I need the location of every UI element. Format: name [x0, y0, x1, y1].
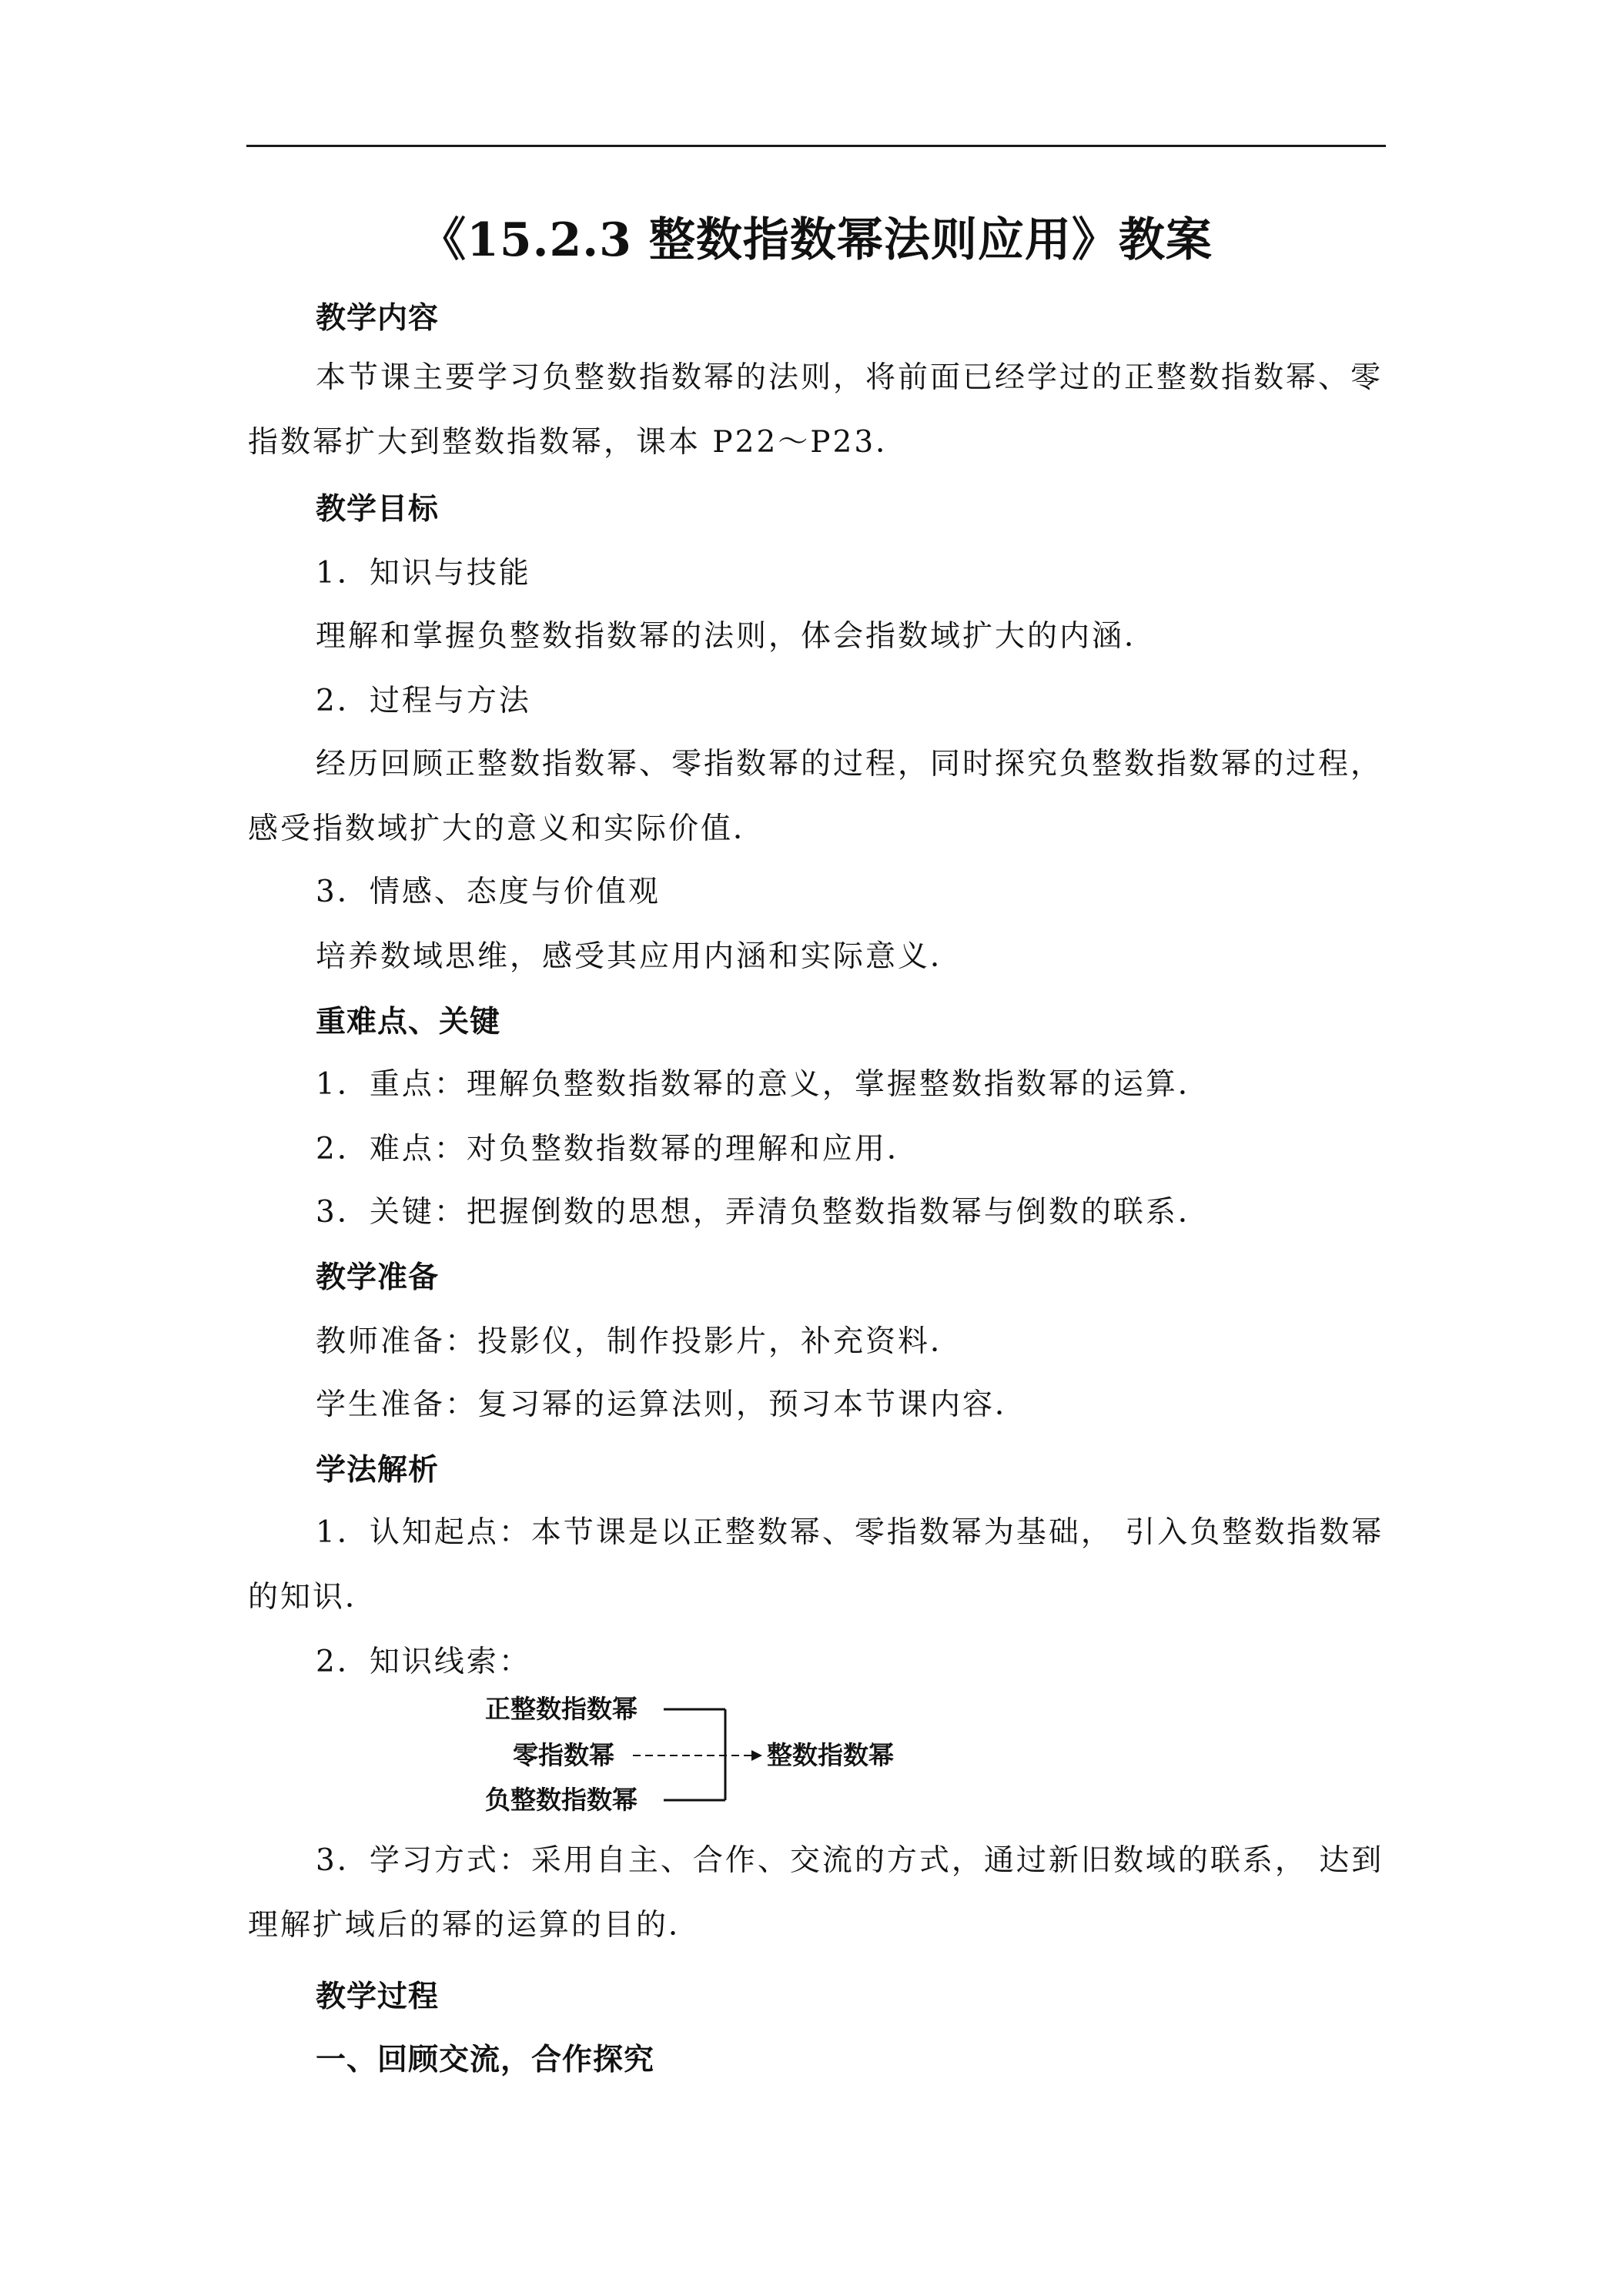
knowledge-clue-diagram	[462, 1688, 939, 1826]
key-point-line: 3．关键：把握倒数的思想，弄清负整数指数幂与倒数的联系．	[316, 1195, 1210, 1230]
arrow-head-icon	[751, 1750, 762, 1761]
key-point-line: 1．重点：理解负整数指数幂的意义，掌握整数指数幂的运算．	[316, 1067, 1210, 1102]
heading-method: 学法解析	[316, 1452, 440, 1488]
preparation-line: 学生准备：复习幂的运算法则，预习本节课内容．	[316, 1387, 1028, 1422]
goal-text: 感受指数域扩大的意义和实际价值．	[248, 812, 766, 846]
method-line: 3．学习方式：采用自主、合作、交流的方式，通过新旧数域的联系， 达到	[316, 1843, 1384, 1878]
goal-label: 3．情感、态度与价值观	[316, 875, 661, 909]
preparation-line: 教师准备：投影仪，制作投影片，补充资料．	[316, 1324, 963, 1359]
heading-preparation: 教学准备	[316, 1260, 440, 1295]
diagram-input-negative: 负整数指数幂	[485, 1785, 637, 1815]
diagram-input-zero: 零指数幂	[513, 1740, 614, 1770]
method-line: 2．知识线索：	[316, 1645, 531, 1679]
process-step-heading: 一、回顾交流，合作探究	[316, 2042, 655, 2077]
diagram-output: 整数指数幂	[767, 1740, 894, 1770]
paragraph-line: 本节课主要学习负整数指数幂的法则，将前面已经学过的正整数指数幂、零	[316, 360, 1384, 395]
paragraph-line: 指数幂扩大到整数指数幂，课本 P22～P23．	[248, 425, 909, 460]
key-point-line: 2．难点：对负整数指数幂的理解和应用．	[316, 1132, 919, 1166]
document-title: 《15.2.3 整数指数幂法则应用》教案	[420, 213, 1213, 267]
goal-text: 培养数域思维，感受其应用内涵和实际意义．	[316, 939, 963, 974]
header-rule	[246, 145, 1386, 147]
method-line: 理解扩域后的幂的运算的目的．	[248, 1908, 701, 1943]
method-line: 1．认知起点：本节课是以正整数幂、零指数幂为基础， 引入负整数指数幂	[316, 1515, 1384, 1550]
heading-key-points: 重难点、关键	[316, 1004, 501, 1039]
goal-label: 1．知识与技能	[316, 556, 531, 591]
goal-label: 2．过程与方法	[316, 684, 531, 718]
goal-text: 经历回顾正整数指数幂、零指数幂的过程，同时探究负整数指数幂的过程，	[316, 747, 1384, 782]
diagram-input-positive: 正整数指数幂	[485, 1694, 637, 1724]
heading-process: 教学过程	[316, 1979, 440, 2014]
heading-content: 教学内容	[316, 300, 440, 336]
goal-text: 理解和掌握负整数指数幂的法则，体会指数域扩大的内涵．	[316, 619, 1157, 654]
method-line: 的知识．	[248, 1580, 378, 1615]
heading-goals: 教学目标	[316, 491, 440, 527]
